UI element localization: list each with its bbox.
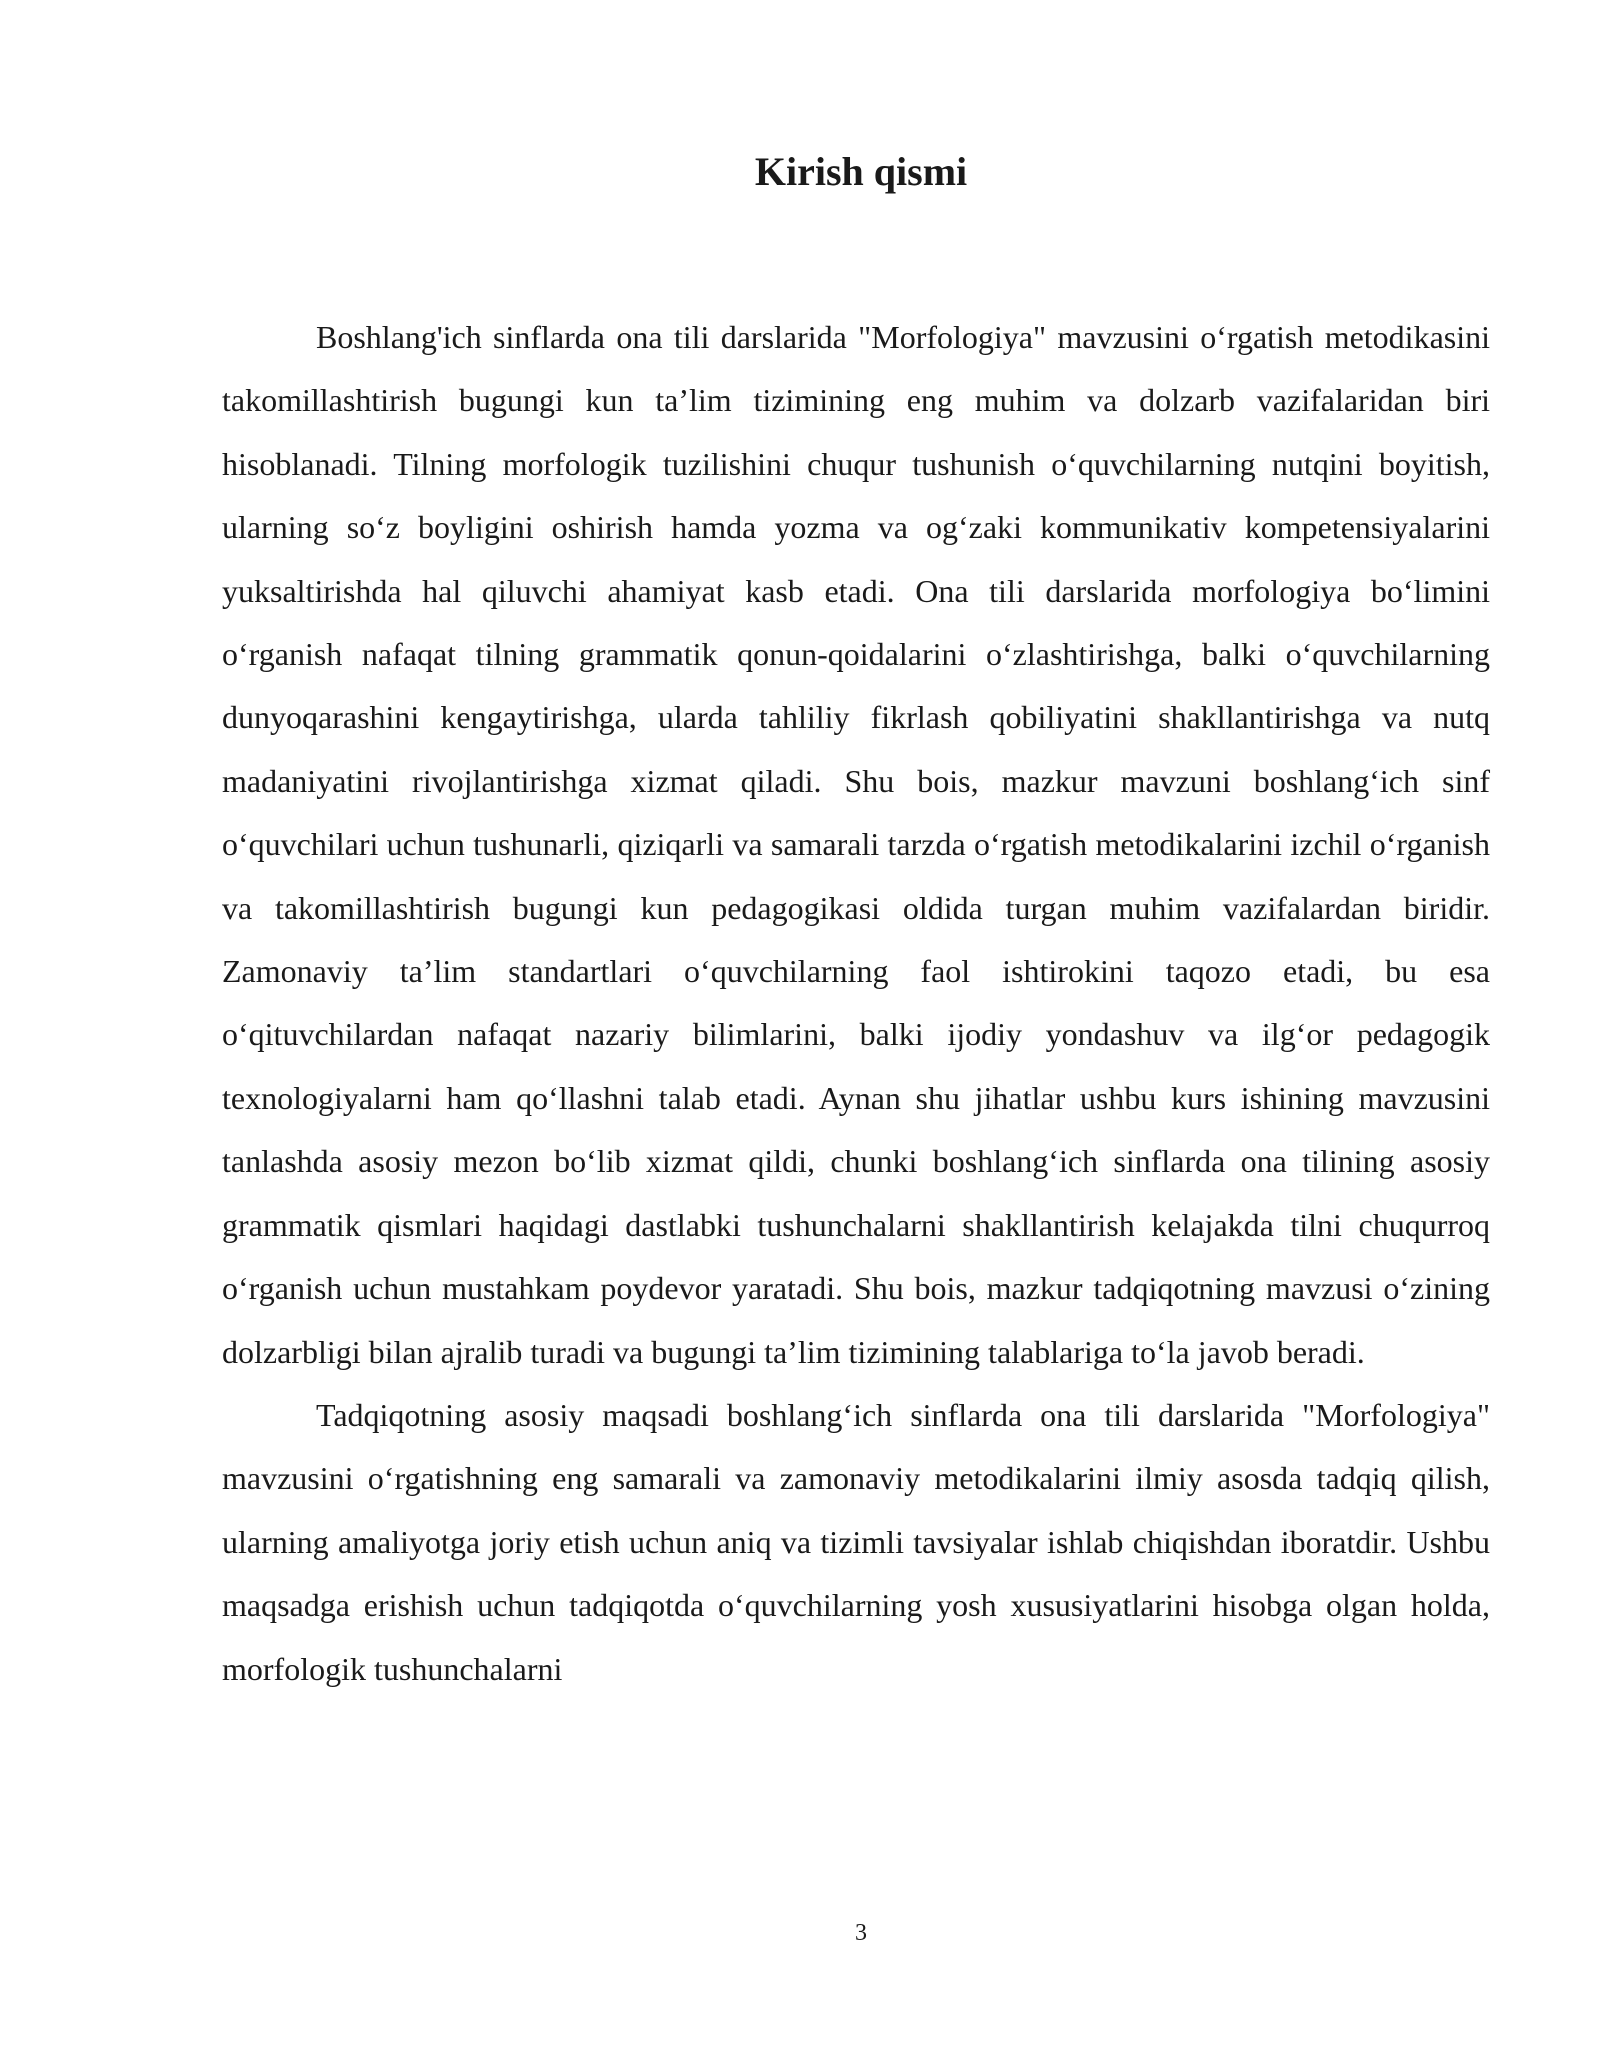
- page-number: 3: [855, 1920, 867, 1946]
- paragraph-goal: Tadqiqotning asosiy maqsadi boshlang‘ich sinflarda ona tili darslarida "Morfologiya" mavzusini o‘rgatishning eng samarali va zamonaviy metodikalarini ilmiy asosda tadqiq qilish, ularning amaliyotga joriy etish uchun aniq va tizimli tavsiyalar ishlab chiqishdan iboratdir. Ushbu maqsadga erishish uchun tadqiqotda o‘quvchilarning yosh xususiyatlarini hisobga olgan holda, morfologik tushunchalarni: [222, 1396, 1490, 1687]
- paragraph-intro: Boshlang'ich sinflarda ona tili darslarida "Morfologiya" mavzusini o‘rgatish metodikasini takomillashtirish bugungi kun ta’lim tizimining eng muhim va dolzarb vazifalaridan biri hisoblanadi. Tilning morfologik tuzilishini chuqur tushunish o‘quvchilarning nutqini boyitish, ularning so‘z boyligini oshirish hamda yozma va og‘zaki kommunikativ kompetensiyalarini yuksaltirishda hal qiluvchi ahamiyat kasb etadi. Ona tili darslarida morfologiya bo‘limini o‘rganish nafaqat tilning grammatik qonun-qoidalarini o‘zlashtirishga, balki o‘quvchilarning dunyoqarashini kengaytirishga, ularda tahliliy fikrlash qobiliyatini shakllantirishga va nutq madaniyatini rivojlantirishga xizmat qiladi. Shu bois, mazkur mavzuni boshlang‘ich sinf o‘quvchilari uchun tushunarli, qiziqarli va samarali tarzda o‘rgatish metodikalarini izchil o‘rganish va takomillashtirish bugungi kun pedagogikasi oldida turgan muhim vazifalardan biridir. Zamonaviy ta’lim standartlari o‘quvchilarning faol ishtirokini taqozo etadi, bu esa o‘qituvchilardan nafaqat nazariy bilimlarini, balki ijodiy yondashuv va ilg‘or pedagogik texnologiyalarni ham qo‘llashni talab etadi. Aynan shu jihatlar ushbu kurs ishining mavzusini tanlashda asosiy mezon bo‘lib xizmat qildi, chunki boshlang‘ich sinflarda ona tilining asosiy grammatik qismlari haqidagi dastlabki tushunchalarni shakllantirish kelajakda tilni chuqurroq o‘rganish uchun mustahkam poydevor yaratadi. Shu bois, mazkur tadqiqotning mavzusi o‘zining dolzarbligi bilan ajralib turadi va bugungi ta’lim tizimining talablariga to‘la javob beradi.: [222, 319, 1490, 1370]
- body-text: [222, 306, 1490, 1701]
- page-title: Kirish qismi: [754, 149, 968, 194]
